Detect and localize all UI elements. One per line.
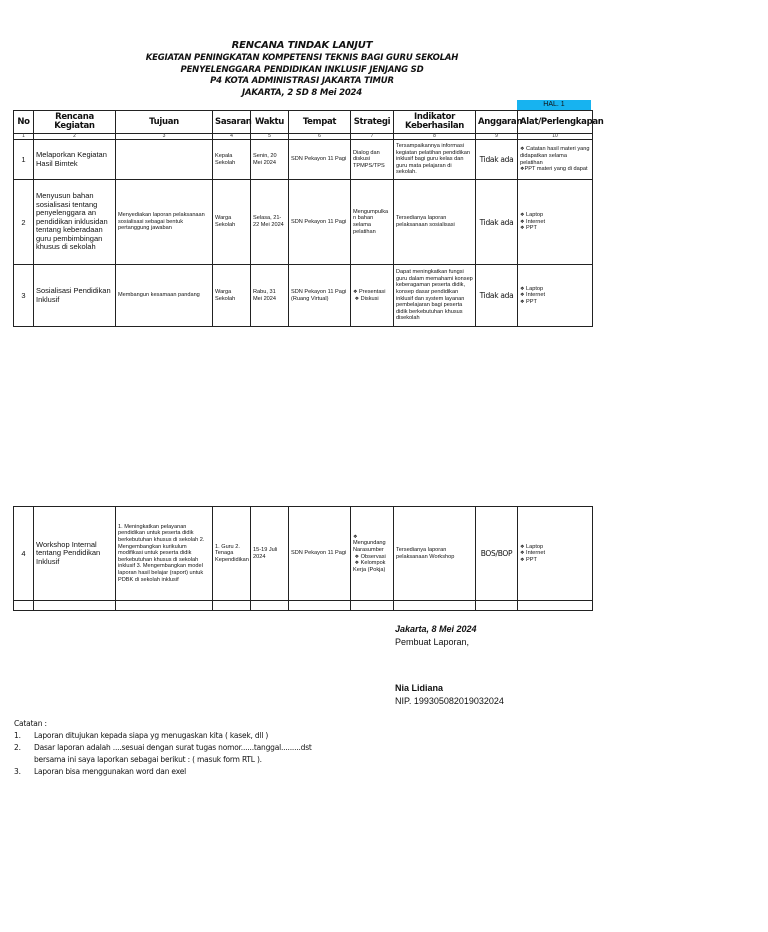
diamond-bullet-icon: ❖: [354, 295, 360, 302]
row-waktu: Rabu, 31 Mei 2024: [251, 265, 289, 327]
row-anggaran: Tidak ada: [476, 180, 518, 265]
col-number: 2: [34, 134, 116, 140]
row-sasaran: Warga Sekolah: [213, 265, 251, 327]
col-header: Sasaran: [213, 111, 251, 134]
bullet-item: [520, 544, 590, 551]
col-number: 1: [14, 134, 34, 140]
note-number: 1.: [14, 731, 21, 740]
strategi-item: Mengundang Narasumber: [353, 540, 386, 553]
diamond-bullet-icon: ❖: [353, 533, 358, 540]
rtl-table-continued: [13, 506, 593, 611]
col-number: 10: [518, 134, 593, 140]
row-kegiatan: Menyusun bahan sosialisasi tentang penyelenggara an pendidikan inklusidan tentang keberadaan guru pembimbingan khusus di sekolah: [34, 180, 116, 265]
bullet-item: [353, 554, 391, 561]
note-text: Laporan ditujukan kepada siapa yg menugaskan kita ( kasek, dll ): [34, 731, 269, 740]
row-no: 3: [14, 265, 34, 327]
col-number: 4: [213, 134, 251, 140]
note-item: [14, 743, 312, 755]
alat-item: PPT: [526, 556, 537, 563]
table-row: [14, 180, 593, 265]
alat-item: Catatan hasil materi yang didapatkan selama pelatihan: [520, 146, 590, 166]
bullet-item: [353, 560, 391, 573]
col-header: Strategi: [351, 111, 394, 134]
col-number: 8: [394, 134, 476, 140]
note-text: Laporan bisa menggunakan word dan exel: [34, 767, 187, 776]
col-header: Alat/Perlengkapan: [518, 111, 593, 134]
header-line-3: P4 KOTA ADMINISTRASI JAKARTA TIMUR: [210, 76, 394, 86]
bullet-item: [353, 534, 391, 554]
signature-place-date: Jakarta, 8 Mei 2024: [395, 624, 477, 634]
row-sasaran: Kepala Sekolah: [213, 140, 251, 180]
notes-section: [14, 719, 312, 779]
bullet-item: [520, 166, 590, 173]
bullet-item: [520, 557, 590, 564]
row-anggaran: Tidak ada: [476, 140, 518, 180]
col-number: 6: [289, 134, 351, 140]
col-number: 9: [476, 134, 518, 140]
row-kegiatan: Sosialisasi Pendidikan Inklusif: [34, 265, 116, 327]
signature-role: Pembuat Laporan,: [395, 637, 470, 647]
header-line-2: PENYELENGGARA PENDIDIKAN INKLUSIF JENJANG SD: [180, 65, 424, 75]
col-header: Anggaran: [476, 111, 518, 134]
header-line-4: JAKARTA, 2 SD 8 Mei 2024: [242, 88, 362, 98]
diamond-bullet-icon: ❖: [354, 553, 360, 560]
row-indikator: Tersampaikannya informasi kegiatan pelatihan pendidikan inklusif bagi guru kelas dan guru mata pelajaran di sekolah.: [394, 140, 476, 180]
row-sasaran: Warga Sekolah: [213, 180, 251, 265]
diamond-bullet-icon: ❖: [520, 550, 525, 557]
col-header: Rencana Kegiatan: [34, 111, 116, 134]
signature-nip: NIP. 199305082019032024: [395, 696, 504, 706]
diamond-bullet-icon: ❖: [520, 556, 525, 563]
alat-item: PPT: [526, 225, 537, 232]
diamond-bullet-icon: ❖: [520, 212, 525, 219]
signature-name: Nia Lidiana: [395, 683, 444, 693]
row-strategi: Mengumpulka n bahan selama pelatihan: [351, 180, 394, 265]
bullet-item: [520, 292, 590, 299]
strategi-item: Presentasi: [359, 288, 386, 295]
col-header: No: [14, 111, 34, 134]
page-number-badge: HAL. 1: [517, 100, 591, 110]
bullet-item: [353, 289, 391, 296]
empty-table-row: [14, 601, 593, 611]
alat-item: PPT: [526, 298, 537, 305]
alat-item: Laptop: [526, 212, 544, 219]
col-number: 3: [116, 134, 213, 140]
row-indikator: Dapat meningkatkan fungsi guru dalam memahami konsep keberagaman peserta didik, konsep dasar pendidikan inklusif dan system layanan pembelajaran bagi peserta didik berkebutuhan khusus disekolah: [394, 265, 476, 327]
row-tempat: SDN Pekayon 11 Pagi: [289, 507, 351, 601]
diamond-bullet-icon: ❖: [354, 560, 360, 567]
rtl-table: [13, 110, 604, 327]
row-strategi: [351, 265, 394, 327]
row-waktu: 15-19 Juli 2024: [251, 507, 289, 601]
note-text: Dasar laporan adalah ....sesuai dengan surat tugas nomor......tanggal.........dst: [34, 743, 312, 752]
alat-item: Laptop: [526, 543, 544, 550]
row-tujuan: [116, 140, 213, 180]
bullet-item: [520, 219, 590, 226]
col-header: Tujuan: [116, 111, 213, 134]
note-item: [14, 767, 312, 779]
alat-item: Internet: [526, 218, 546, 225]
table-row: [14, 507, 593, 601]
diamond-bullet-icon: ❖: [520, 292, 525, 299]
row-tempat: SDN Pekayon 11 Pagi: [289, 140, 351, 180]
row-tujuan: Menyediakan laporan pelaksanaan sosialisasi sebagai bentuk pertanggung jawaban: [116, 180, 213, 265]
row-tempat: SDN Pekayon 11 Pagi (Ruang Virtual): [289, 265, 351, 327]
note-item: [14, 731, 312, 743]
document-title: RENCANA TINDAK LANJUT: [231, 40, 373, 51]
row-waktu: Selasa, 21-22 Mei 2024: [251, 180, 289, 265]
note-number: 2.: [14, 743, 21, 752]
table-row: [14, 265, 593, 327]
diamond-bullet-icon: ❖: [520, 225, 525, 232]
diamond-bullet-icon: ❖: [520, 285, 525, 292]
alat-item: Laptop: [526, 285, 544, 292]
row-strategi: Dialog dan diskusi TPMPS/TPS: [351, 140, 394, 180]
table-header-row: [14, 111, 593, 134]
row-indikator: Tersedianya laporan pelaksanaan Workshop: [394, 507, 476, 601]
alat-item: Internet: [526, 292, 546, 299]
row-no: 2: [14, 180, 34, 265]
strategi-item: Diskusi: [360, 295, 379, 302]
row-anggaran: BOS/BOP: [476, 507, 518, 601]
strategi-item: Kelompok Kerja (Pokja): [353, 560, 386, 573]
row-kegiatan: Melaporkan Kegiatan Hasil Bimtek: [34, 140, 116, 180]
note-text: bersama ini saya laporkan sebagai berikut : ( masuk form RTL ).: [34, 755, 262, 764]
header-line-1: KEGIATAN PENINGKATAN KOMPETENSI TEKNIS BAGI GURU SEKOLAH: [145, 53, 459, 63]
col-header: Waktu: [251, 111, 289, 134]
table-row: [14, 140, 593, 180]
row-tempat: SDN Pekayon 11 Pagi: [289, 180, 351, 265]
row-tujuan: Membangun kesamaan pandang: [116, 265, 213, 327]
row-anggaran: Tidak ada: [476, 265, 518, 327]
diamond-bullet-icon: ❖: [520, 218, 525, 225]
bullet-item: [520, 286, 590, 293]
row-alat: [518, 140, 593, 180]
strategi-item: Observasi: [360, 553, 386, 560]
col-number: 7: [351, 134, 394, 140]
bullet-item: [520, 212, 590, 219]
bullet-item: [520, 550, 590, 557]
notes-heading: Catatan :: [14, 719, 47, 728]
row-tujuan: 1. Meningkatkan pelayanan pendidikan untuk peserta didik berkebutuhan khusus di sekolah 2. Mengembangkan kurikulum modifikasi untuk peserta didik berkebutuhan khusus di sekolah inklusif 3. Mengembangkan model laporan hasil belajar (raport) untuk PDBK di sekolah inklusif: [116, 507, 213, 601]
alat-item: Internet: [526, 550, 546, 557]
diamond-bullet-icon: ❖: [520, 543, 525, 550]
row-sasaran: 1. Guru 2. Tenaga Kependidikan: [213, 507, 251, 601]
bullet-item: [353, 296, 391, 303]
row-alat: [518, 180, 593, 265]
row-no: 1: [14, 140, 34, 180]
alat-item: PPT materi yang di dapat: [524, 166, 588, 173]
bullet-item: [520, 225, 590, 232]
diamond-bullet-icon: ❖: [520, 166, 525, 173]
col-number: 5: [251, 134, 289, 140]
note-number: 3.: [14, 767, 21, 776]
diamond-bullet-icon: ❖: [353, 288, 358, 295]
col-header: Tempat: [289, 111, 351, 134]
row-no: 4: [14, 507, 34, 601]
col-header: Indikator Keberhasilan: [394, 111, 476, 134]
row-kegiatan: Workshop Internal tentang Pendidikan Inklusif: [34, 507, 116, 601]
bullet-item: [520, 146, 590, 166]
note-item: [14, 755, 312, 767]
row-waktu: Senin, 20 Mei 2024: [251, 140, 289, 180]
row-indikator: Tersedianya laporan pelaksanaan sosialisasi: [394, 180, 476, 265]
row-alat: [518, 507, 593, 601]
diamond-bullet-icon: ❖: [520, 146, 525, 153]
bullet-item: [520, 299, 590, 306]
row-strategi: [351, 507, 394, 601]
diamond-bullet-icon: ❖: [520, 298, 525, 305]
row-alat: [518, 265, 593, 327]
